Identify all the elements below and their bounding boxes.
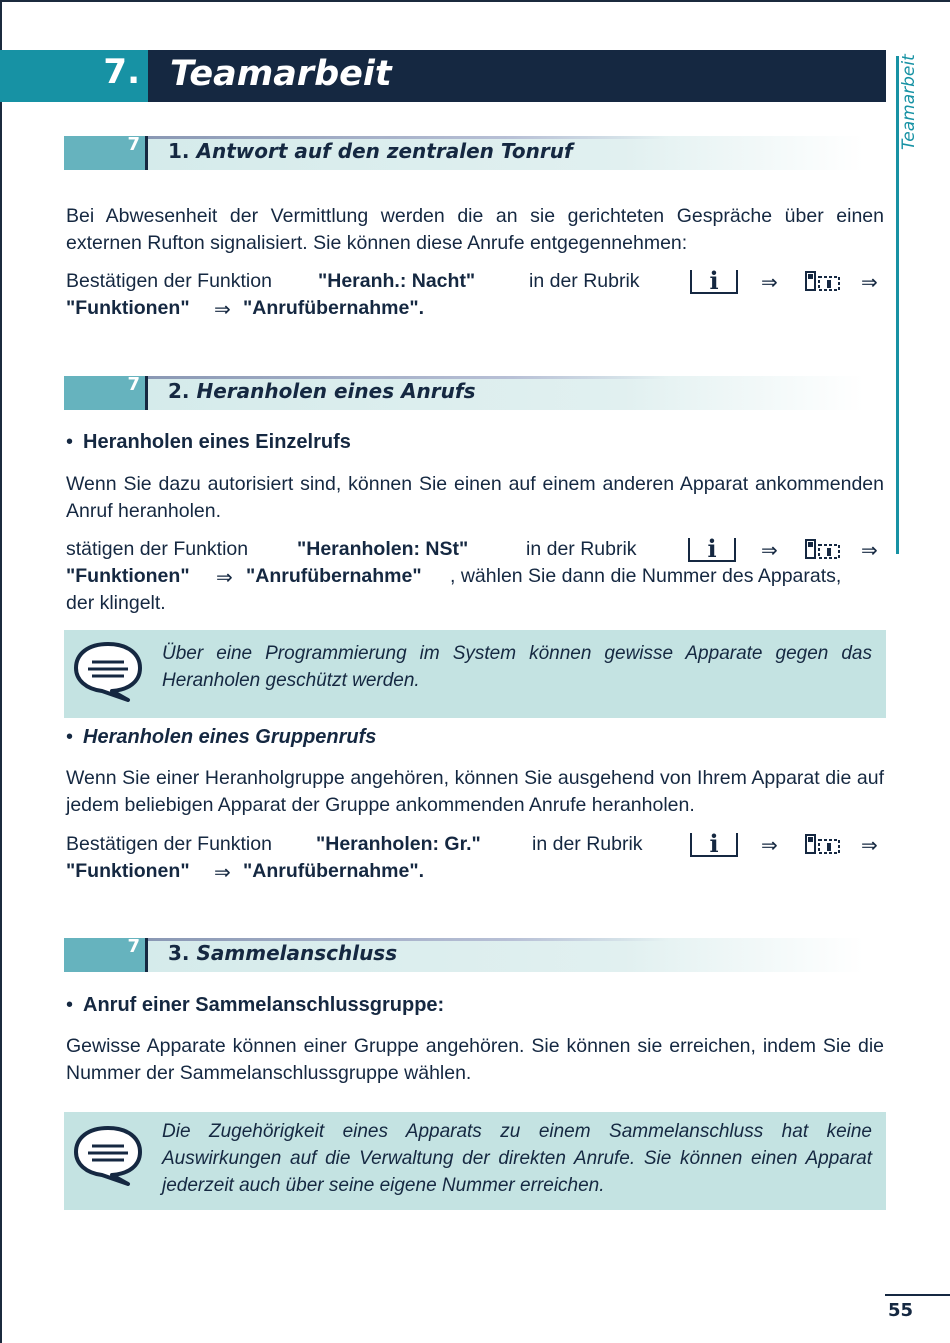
instruction-line <box>66 592 884 619</box>
instruction-text: in der Rubrik <box>529 270 640 292</box>
chapter-title: Teamarbeit <box>170 54 392 94</box>
instruction-text: , wählen Sie dann die Nummer des Apparats, <box>450 565 842 587</box>
instruction-text: in der Rubrik <box>526 538 637 560</box>
speech-bubble-icon <box>72 1124 144 1186</box>
instruction-line <box>66 534 884 565</box>
instruction-line <box>66 266 884 297</box>
function-name: "Anrufübernahme". <box>243 297 425 319</box>
bullet-heading-text: Anruf einer Sammelanschlussgruppe: <box>83 994 445 1016</box>
bullet-heading: • Heranholen eines Einzelrufs <box>66 431 351 453</box>
section-header-2 <box>64 376 864 410</box>
instruction-text: stätigen der Funktion <box>66 538 249 560</box>
section-number-box <box>64 376 148 410</box>
section-title <box>168 941 397 965</box>
page-border-top <box>0 0 950 2</box>
page-number: 55 <box>888 1300 914 1321</box>
section-title-text: Heranholen eines Anrufs <box>196 379 476 403</box>
section-index: 3. <box>168 941 190 965</box>
implies-arrow-icon: ⇒ <box>861 835 878 857</box>
section-header-1 <box>64 136 864 170</box>
paragraph: Wenn Sie einer Heranholgruppe angehören, können Sie ausgehend von Ihrem Apparat die auf jedem beliebigen Apparat der Gruppe ankommenden Anrufe heranholen. <box>66 767 884 816</box>
note-box <box>64 1112 886 1210</box>
paragraph: Gewisse Apparate können einer Gruppe angehören. Sie können sie erreichen, indem Sie die Nummer der Sammelanschlussgruppe wählen. <box>66 1035 884 1084</box>
chapter-title-box <box>148 50 886 102</box>
implies-arrow-icon: ⇒ <box>861 540 878 562</box>
section-title <box>168 379 476 403</box>
note-text: Über eine Programmierung im System können gewisse Apparate gegen das Heranholen geschützt werden. <box>162 643 872 691</box>
phone-info-icon <box>804 271 842 293</box>
footer-rule <box>885 1294 950 1296</box>
function-name: "Funktionen" <box>66 297 190 319</box>
instruction-text: in der Rubrik <box>532 833 643 855</box>
implies-arrow-icon: ⇒ <box>861 272 878 294</box>
instruction-text: Bestätigen der Funktion <box>66 270 272 292</box>
section-title-text: Antwort auf den zentralen Tonruf <box>196 139 573 163</box>
function-name: "Heranh.: Nacht" <box>318 270 476 292</box>
side-tab-label: Teamarbeit <box>899 54 919 150</box>
bullet-heading: • Anruf einer Sammelanschlussgruppe: <box>66 994 445 1016</box>
chapter-number: 7. <box>103 52 140 92</box>
speech-bubble-icon <box>72 640 144 702</box>
bullet-heading: • Heranholen eines Gruppenrufs <box>66 726 377 748</box>
info-key-icon: i <box>690 270 738 294</box>
instruction-text: der klingelt. <box>66 592 166 614</box>
implies-arrow-icon: ⇒ <box>214 862 231 884</box>
function-name: "Funktionen" <box>66 860 190 882</box>
section-index: 1. <box>168 139 190 163</box>
section-number: 7 <box>127 374 140 395</box>
note-text: Die Zugehörigkeit eines Apparats zu einem Sammelanschluss hat keine Auswirkungen auf die Verwaltung der direkten Anrufe. Sie können einen Apparat jederzeit auch über seine eigene Nummer erreichen. <box>162 1121 872 1196</box>
info-key-icon: i <box>688 538 736 562</box>
implies-arrow-icon: ⇒ <box>214 299 231 321</box>
paragraph: Wenn Sie dazu autorisiert sind, können Sie einen auf einem anderen Apparat ankommenden Anruf heranholen. <box>66 473 884 522</box>
instruction-text: Bestätigen der Funktion <box>66 833 272 855</box>
phone-info-icon <box>804 539 842 561</box>
implies-arrow-icon: ⇒ <box>761 835 778 857</box>
instruction-line <box>66 297 884 324</box>
section-title <box>168 139 573 163</box>
section-index: 2. <box>168 379 190 403</box>
function-name: "Heranholen: NSt" <box>297 538 469 560</box>
function-name: "Heranholen: Gr." <box>316 833 481 855</box>
section-number: 7 <box>127 936 140 957</box>
section-title-text: Sammelanschluss <box>196 941 398 965</box>
implies-arrow-icon: ⇒ <box>761 540 778 562</box>
bullet-heading-text: Heranholen eines Einzelrufs <box>83 431 351 453</box>
page-border <box>0 0 2 1343</box>
instruction-line <box>66 565 884 592</box>
function-name: "Anrufübernahme" <box>246 565 422 587</box>
section-number-box <box>64 938 148 972</box>
function-name: "Funktionen" <box>66 565 190 587</box>
implies-arrow-icon: ⇒ <box>761 272 778 294</box>
info-key-icon: i <box>690 833 738 857</box>
instruction-line <box>66 860 884 887</box>
section-header-3 <box>64 938 864 972</box>
paragraph: Bei Abwesenheit der Vermittlung werden die an sie gerichteten Gespräche über einen externen Rufton signalisiert. Sie können diese Anrufe entgegennehmen: <box>66 205 884 254</box>
function-name: "Anrufübernahme". <box>243 860 425 882</box>
implies-arrow-icon: ⇒ <box>216 567 233 589</box>
section-number-box <box>64 136 148 170</box>
phone-info-icon <box>804 834 842 856</box>
note-box <box>64 630 886 718</box>
instruction-line <box>66 829 884 860</box>
chapter-number-box <box>0 50 148 102</box>
section-number: 7 <box>127 134 140 155</box>
bullet-heading-text: Heranholen eines Gruppenrufs <box>83 726 377 748</box>
